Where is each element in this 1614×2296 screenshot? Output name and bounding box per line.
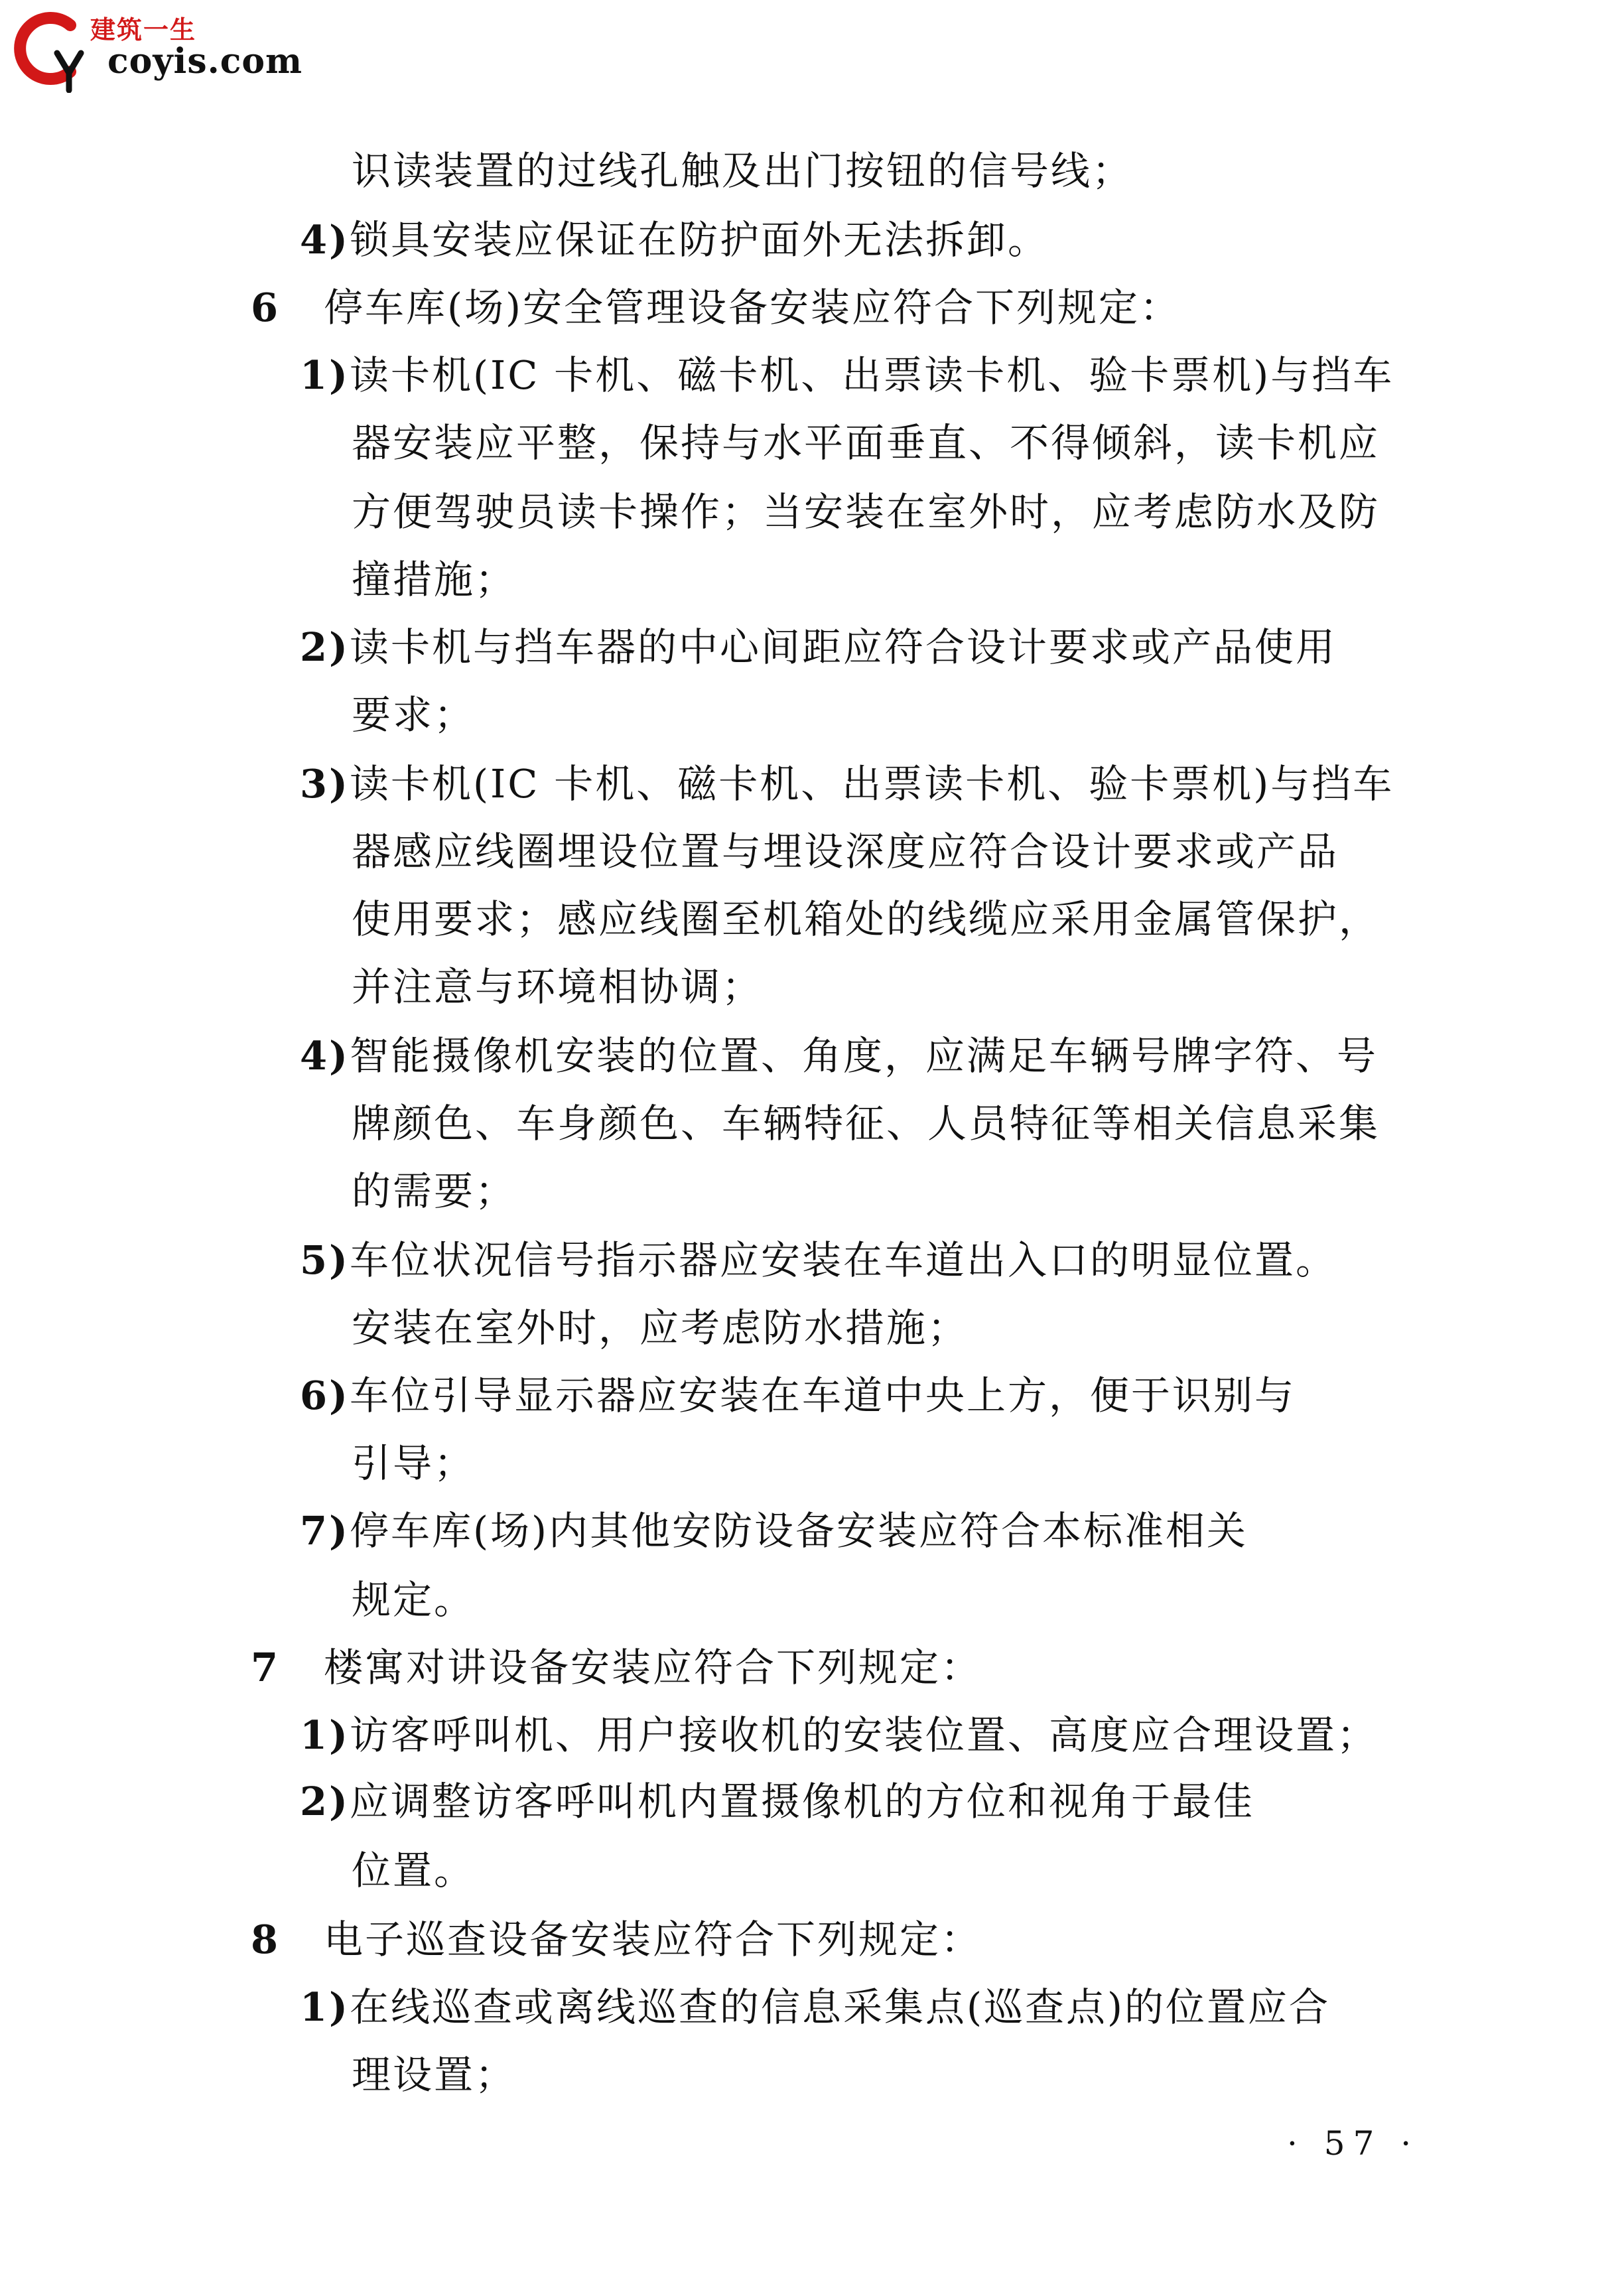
line-text: 规定。: [352, 1577, 476, 1623]
section-line: [251, 1913, 982, 1966]
line-text: 车位状况信号指示器应安装在车道出入口的明显位置。: [349, 1237, 1337, 1283]
line-text: 车位引导显示器应安装在车道中央上方，便于识别与: [349, 1373, 1296, 1418]
line-text: 在线巡查或离线巡查的信息采集点(巡查点)的位置应合: [349, 1984, 1331, 2030]
item-marker: 4): [300, 217, 350, 263]
continuation-line: [352, 1574, 475, 1627]
line-text: 访客呼叫机、用户接收机的安装位置、高度应合理设置；: [349, 1712, 1378, 1758]
line-text: 使用要求；感应线圈至机箱处的线缆应采用金属管保护，: [352, 896, 1380, 942]
list-item-line: [300, 349, 1394, 402]
item-marker: 4): [300, 1033, 350, 1079]
item-marker: 1): [300, 1984, 350, 2030]
line-text: 的需要；: [352, 1168, 517, 1214]
continuation-line: [352, 1302, 969, 1355]
line-text: 安装在室外时，应考虑防水措施；: [352, 1305, 969, 1351]
watermark-brand: 建筑一生: [90, 15, 197, 44]
line-text: 应调整访客呼叫机内置摄像机的方位和视角于最佳: [349, 1779, 1254, 1824]
continuation-line: [352, 2049, 516, 2102]
item-marker: 5): [300, 1237, 350, 1283]
line-text: 识读装置的过线孔触及出门按钮的信号线；: [352, 148, 1134, 194]
continuation-line: [352, 417, 1380, 470]
line-text: 停车库(场)安全管理设备安装应符合下列规定：: [324, 285, 1181, 330]
line-text: 器感应线圈埋设位置与埋设深度应符合设计要求或产品: [352, 829, 1339, 874]
line-text: 读卡机与挡车器的中心间距应符合设计要求或产品使用: [349, 624, 1337, 670]
item-marker: 7): [300, 1508, 350, 1554]
section-line: [251, 1641, 982, 1694]
line-text: 要求；: [352, 692, 476, 738]
line-text: 智能摄像机安装的位置、角度，应满足车辆号牌字符、号: [349, 1033, 1378, 1079]
continuation-line: [352, 689, 475, 742]
list-item-line: [300, 1709, 1378, 1762]
continuation-line: [352, 486, 1380, 539]
continuation-line: [352, 1165, 516, 1218]
line-text: 电子巡查设备安装应符合下列规定：: [324, 1917, 982, 1962]
list-item-line: [300, 1030, 1378, 1083]
list-item-line: [300, 758, 1394, 811]
line-text: 位置。: [352, 1848, 476, 1893]
list-item-line: [300, 1234, 1337, 1287]
continuation-line: [352, 961, 763, 1014]
watermark-site: coyis.com: [107, 41, 303, 82]
line-text: 停车库(场)内其他安防设备安装应符合本标准相关: [349, 1508, 1248, 1554]
list-item-line: [300, 1981, 1330, 2034]
item-marker: 1): [300, 1712, 350, 1758]
list-item-line: [300, 214, 1049, 267]
item-marker: 3): [300, 761, 350, 807]
continuation-line: [352, 1437, 475, 1490]
section-number: 7: [251, 1645, 281, 1690]
item-marker: 1): [300, 352, 350, 398]
page-number: · 57 ·: [1287, 2124, 1420, 2163]
line-text: 读卡机(IC 卡机、磁卡机、出票读卡机、验卡票机)与挡车: [349, 761, 1394, 807]
line-text: 锁具安装应保证在防护面外无法拆卸。: [349, 217, 1049, 263]
line-text: 并注意与环境相协调；: [352, 964, 764, 1010]
continuation-line: [352, 553, 516, 606]
item-marker: 2): [300, 1779, 350, 1824]
line-text: 撞措施；: [352, 557, 517, 602]
list-item-line: [300, 1775, 1254, 1828]
continuation-line: [352, 145, 1133, 198]
list-item-line: [300, 621, 1337, 674]
line-text: 方便驾驶员读卡操作；当安装在室外时，应考虑防水及防: [352, 489, 1380, 535]
section-number: 6: [251, 285, 281, 330]
continuation-line: [352, 1844, 475, 1897]
line-text: 读卡机(IC 卡机、磁卡机、出票读卡机、验卡票机)与挡车: [349, 352, 1394, 398]
continuation-line: [352, 1097, 1380, 1150]
item-marker: 6): [300, 1373, 350, 1418]
list-item-line: [300, 1505, 1248, 1558]
list-item-line: [300, 1369, 1296, 1422]
continuation-line: [352, 825, 1339, 878]
line-text: 器安装应平整，保持与水平面垂直、不得倾斜，读卡机应: [352, 420, 1380, 466]
line-text: 牌颜色、车身颜色、车辆特征、人员特征等相关信息采集: [352, 1101, 1380, 1146]
line-text: 理设置；: [352, 2052, 517, 2098]
section-line: [251, 281, 1181, 334]
line-text: 楼寓对讲设备安装应符合下列规定：: [324, 1645, 982, 1690]
section-number: 8: [251, 1917, 281, 1962]
item-marker: 2): [300, 624, 350, 670]
continuation-line: [352, 893, 1380, 946]
line-text: 引导；: [352, 1440, 476, 1486]
